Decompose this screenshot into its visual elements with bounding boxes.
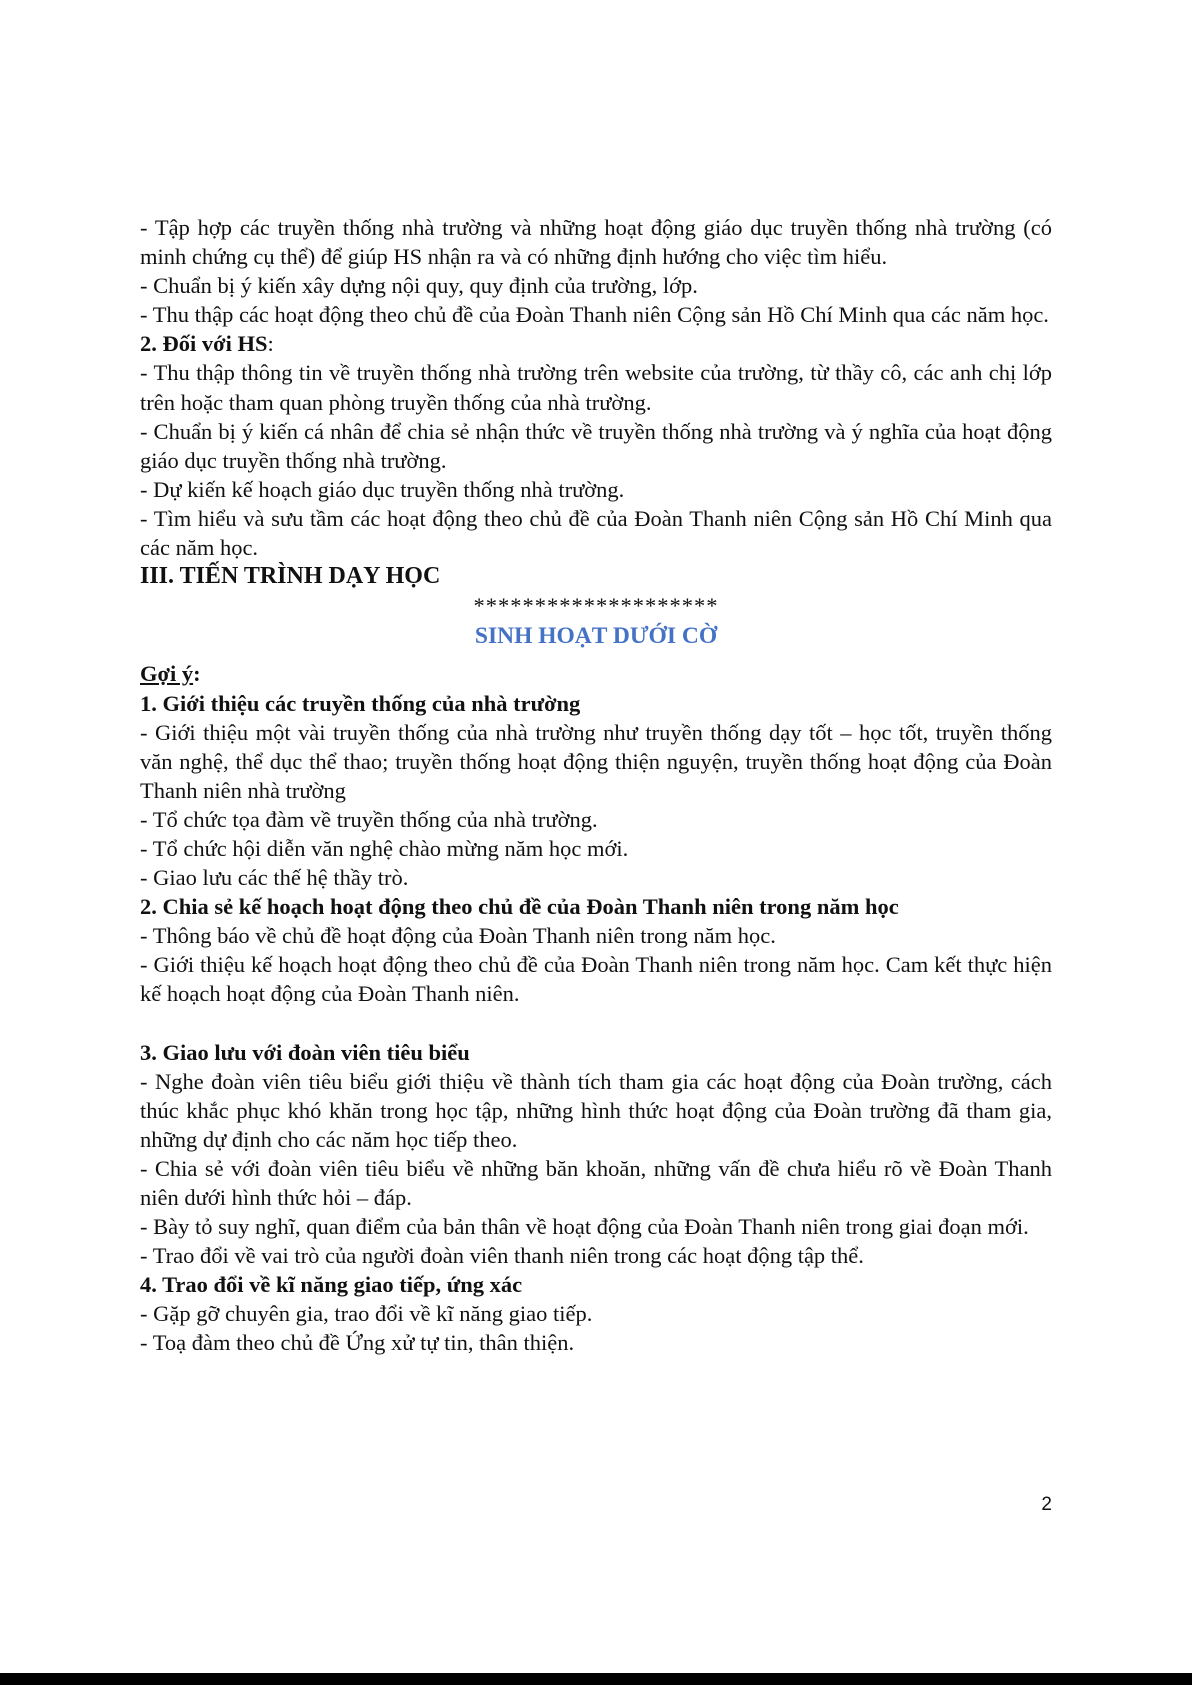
paragraph: - Chuẩn bị ý kiến xây dựng nội quy, quy định của trường, lớp. bbox=[140, 273, 698, 299]
page-number: 2 bbox=[1041, 1494, 1052, 1515]
paragraph: - Tập hợp các truyền thống nhà trường và những hoạt động giáo dục truyền thống nhà trường (có minh chứng cụ thể) để giúp HS nhận ra và có những định hướng cho việc tìm hiểu. bbox=[140, 215, 1052, 270]
paragraph: - Thông báo về chủ đề hoạt động của Đoàn Thanh niên trong năm học. bbox=[140, 923, 776, 949]
paragraph: - Giới thiệu kế hoạch hoạt động theo chủ đề của Đoàn Thanh niên trong năm học. Cam kết thực hiện kế hoạch hoạt động của Đoàn Thanh niên. bbox=[140, 952, 1052, 1007]
paragraph: - Tổ chức hội diễn văn nghệ chào mừng năm học mới. bbox=[140, 835, 629, 861]
center-title: SINH HOẠT DƯỚI CỜ bbox=[474, 623, 718, 650]
paragraph: - Giới thiệu một vài truyền thống của nhà trường như truyền thống dạy tốt – học tốt, truyền thống văn nghệ, thể dục thể thao; truyền thống hoạt động thiện nguyện, truyền thống hoạt động của Đoàn Thanh niên nhà trường bbox=[140, 719, 1052, 803]
paragraph: - Bày tỏ suy nghĩ, quan điểm của bản thân về hoạt động của Đoàn Thanh niên trong giai đoạn mới. bbox=[140, 1214, 1029, 1240]
paragraph: - Trao đổi về vai trò của người đoàn viên thanh niên trong các hoạt động tập thể. bbox=[140, 1243, 864, 1269]
heading-students-colon: : bbox=[267, 331, 274, 357]
paragraph: - Tìm hiểu và sưu tầm các hoạt động theo chủ đề của Đoàn Thanh niên Cộng sản Hồ Chí Minh qua các năm học. bbox=[140, 505, 1052, 561]
subheading-4: 4. Trao đổi về kĩ năng giao tiếp, ứng xác bbox=[140, 1272, 523, 1298]
suggestion-label-colon: : bbox=[193, 661, 201, 687]
suggestion-label-text: Gợi ý bbox=[140, 661, 194, 687]
paragraph: - Dự kiến kế hoạch giáo dục truyền thống nhà trường. bbox=[140, 476, 625, 502]
suggestion-label bbox=[140, 659, 1052, 688]
document-body bbox=[140, 213, 1052, 1358]
paragraph: - Chuẩn bị ý kiến cá nhân để chia sẻ nhận thức về truyền thống nhà trường và ý nghĩa của hoạt động giáo dục truyền thống nhà trường. bbox=[140, 418, 1052, 473]
section-heading: III. TIẾN TRÌNH DẠY HỌC bbox=[140, 563, 441, 590]
paragraph: - Toạ đàm theo chủ đề Ứng xử tự tin, thân thiện. bbox=[140, 1330, 575, 1356]
subheading-3: 3. Giao lưu với đoàn viên tiêu biểu bbox=[140, 1039, 470, 1065]
paragraph: - Thu thập thông tin về truyền thống nhà trường trên website của trường, từ thầy cô, các anh chị lớp trên hoặc tham quan phòng truyền thống của nhà trường. bbox=[140, 360, 1052, 415]
paragraph: - Tổ chức tọa đàm về truyền thống của nhà trường. bbox=[140, 806, 598, 832]
subheading-2: 2. Chia sẻ kế hoạch hoạt động theo chủ đề của Đoàn Thanh niên trong năm học bbox=[140, 894, 899, 920]
stars-divider: ******************** bbox=[473, 593, 719, 619]
heading-students bbox=[140, 329, 1052, 358]
paragraph: - Thu thập các hoạt động theo chủ đề của Đoàn Thanh niên Cộng sản Hồ Chí Minh qua các năm học. bbox=[140, 302, 1049, 328]
subheading-1: 1. Giới thiệu các truyền thống của nhà trường bbox=[140, 690, 581, 716]
heading-students-label: 2. Đối với HS bbox=[140, 331, 268, 357]
paragraph: - Chia sẻ với đoàn viên tiêu biểu về những băn khoăn, những vấn đề chưa hiểu rõ về Đoàn Thanh niên dưới hình thức hỏi – đáp. bbox=[140, 1155, 1052, 1210]
paragraph: - Giao lưu các thế hệ thầy trò. bbox=[140, 865, 409, 891]
paragraph: - Nghe đoàn viên tiêu biểu giới thiệu về thành tích tham gia các hoạt động của Đoàn trường, cách thúc khắc phục khó khăn trong học tập, những hình thức hoạt động của Đoàn trường đã tham gia, những dự định cho các năm học tiếp theo. bbox=[140, 1068, 1052, 1152]
paragraph: - Gặp gỡ chuyên gia, trao đổi về kĩ năng giao tiếp. bbox=[140, 1301, 593, 1327]
scan-border bbox=[0, 1673, 1192, 1685]
spacer bbox=[140, 1009, 1052, 1038]
spacer bbox=[140, 651, 1052, 659]
